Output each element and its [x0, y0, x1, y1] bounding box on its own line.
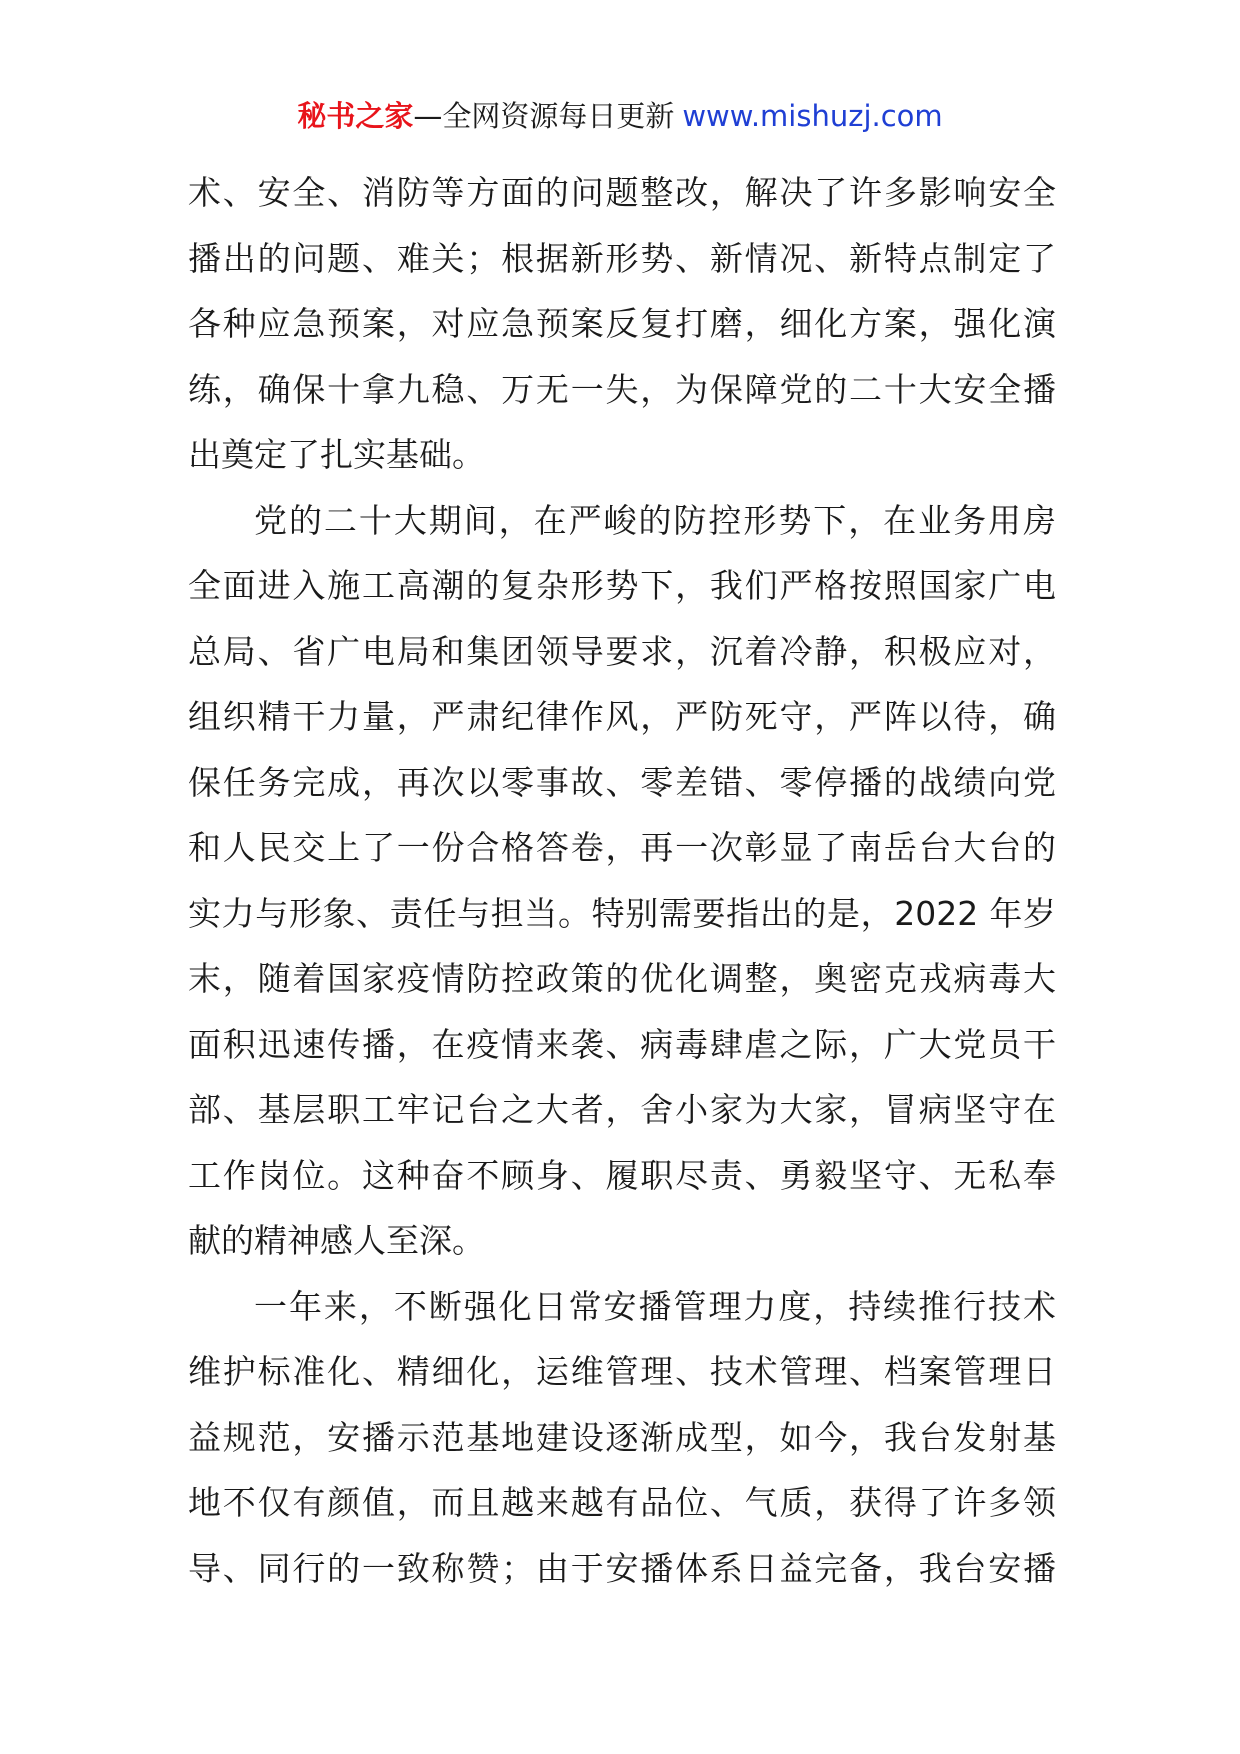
text-line: 播出的问题、难关；根据新形势、新情况、新特点制定了	[188, 238, 1056, 278]
text-line: 组织精干力量，严肃纪律作风，严防死守，严阵以待，确	[188, 697, 1056, 736]
text-line: 出奠定了扎实基础。	[188, 435, 485, 474]
text-line: 益规范，安播示范基地建设逐渐成型，如今，我台发射基	[188, 1417, 1056, 1457]
text-line: 导、同行的一致称赞；由于安播体系日益完备，我台安播	[188, 1548, 1056, 1588]
text-line: 总局、省广电局和集团领导要求，沉着冷静，积极应对，	[188, 631, 1056, 671]
brand-name: 秘书之家	[297, 99, 414, 133]
page-header	[0, 96, 1240, 136]
text-line: 部、基层职工牢记台之大者，舍小家为大家，冒病坚守在	[188, 1090, 1056, 1129]
text-line: 地不仅有颜值，而且越来越有品位、气质，获得了许多领	[188, 1483, 1056, 1522]
text-line: 一年来，不断强化日常安播管理力度，持续推行技术	[254, 1286, 1056, 1326]
text-line: 实力与形象、责任与担当。特别需要指出的是，2022 年岁	[188, 893, 1056, 933]
site-url-link[interactable]: www.mishuzj.com	[682, 99, 943, 133]
text-line: 维护标准化、精细化，运维管理、技术管理、档案管理日	[188, 1352, 1056, 1391]
text-line: 术、安全、消防等方面的问题整改，解决了许多影响安全	[188, 173, 1056, 212]
text-line: 全面进入施工高潮的复杂形势下，我们严格按照国家广电	[188, 566, 1056, 605]
header-tagline: —全网资源每日更新	[413, 99, 675, 133]
text-line: 献的精神感人至深。	[188, 1221, 485, 1260]
document-body	[188, 160, 1056, 1601]
text-line: 党的二十大期间，在严峻的防控形势下，在业务用房	[254, 500, 1056, 540]
text-line: 面积迅速传播，在疫情来袭、病毒肆虐之际，广大党员干	[188, 1024, 1056, 1064]
text-line: 各种应急预案，对应急预案反复打磨，细化方案，强化演	[188, 304, 1056, 343]
text-line: 和人民交上了一份合格答卷，再一次彰显了南岳台大台的	[188, 828, 1056, 867]
text-line: 末，随着国家疫情防控政策的优化调整，奥密克戎病毒大	[188, 959, 1056, 998]
text-line: 工作岗位。这种奋不顾身、履职尽责、勇毅坚守、无私奉	[188, 1155, 1056, 1195]
paragraph-1	[188, 160, 1056, 488]
paragraph-2	[188, 488, 1056, 1274]
paragraph-3	[188, 1274, 1056, 1602]
text-line: 保任务完成，再次以零事故、零差错、零停播的战绩向党	[188, 762, 1056, 802]
text-line: 练，确保十拿九稳、万无一失，为保障党的二十大安全播	[188, 369, 1056, 409]
